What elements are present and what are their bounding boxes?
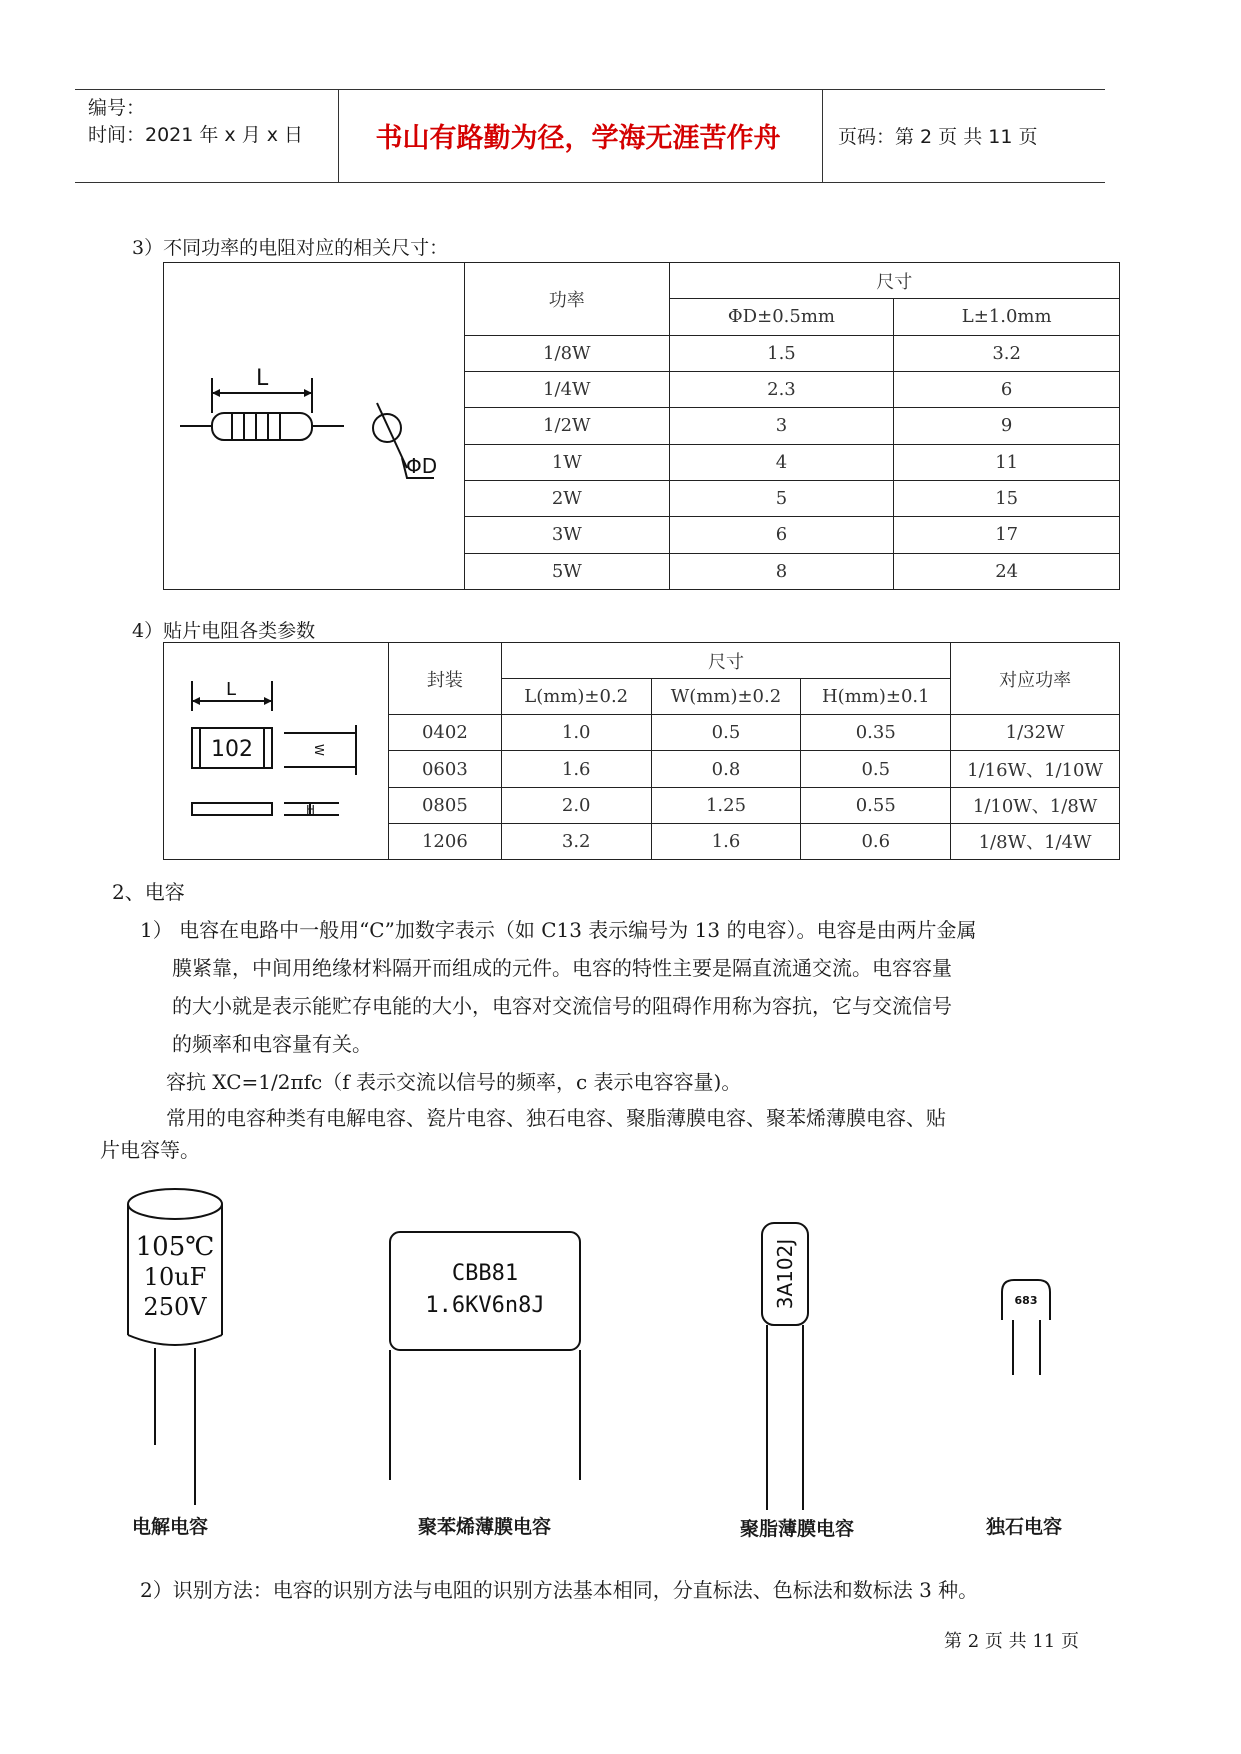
capacitor-types-line: 常用的电容种类有电解电容、瓷片电容、独石电容、聚脂薄膜电容、聚苯烯薄膜电容、贴 xyxy=(166,1106,946,1130)
header-motto: 书山有路勤为径，学海无涯苦作舟 xyxy=(375,123,781,154)
table-cell: 3.2 xyxy=(894,335,1120,371)
header-length: L(mm)±0.2 xyxy=(501,679,651,715)
header-power: 功率 xyxy=(464,263,669,336)
table-cell: 11 xyxy=(894,444,1120,480)
table-cell: 1W xyxy=(464,444,669,480)
table-cell: 9 xyxy=(894,408,1120,444)
monolithic-caption: 独石电容 xyxy=(986,1516,1063,1538)
table-cell: 3.2 xyxy=(501,823,651,859)
identification-method-paragraph: 2）识别方法：电容的识别方法与电阻的识别方法基本相同，分直标法、色标法和数标法 3 种。 xyxy=(140,1578,979,1602)
resistor-length-label: L xyxy=(256,366,269,391)
header-size: 尺寸 xyxy=(501,643,950,679)
smd-diagram-cell xyxy=(164,643,389,860)
document-time-label: 时间：2021 年 x 月 x 日 xyxy=(88,124,304,146)
table-cell: 1.6 xyxy=(501,751,651,787)
table-cell: 4 xyxy=(669,444,894,480)
table-cell: 2W xyxy=(464,480,669,516)
table-cell: 1/2W xyxy=(464,408,669,444)
smd-height-label: H xyxy=(306,803,316,817)
table-cell: 3W xyxy=(464,517,669,553)
header-diameter: ΦD±0.5mm xyxy=(669,299,894,335)
capacitor-types-line: 片电容等。 xyxy=(100,1138,200,1162)
table-cell: 0.6 xyxy=(801,823,951,859)
table-cell: 0.5 xyxy=(801,751,951,787)
table-cell: 24 xyxy=(894,553,1120,589)
smd-resistor-diagram xyxy=(164,643,387,859)
polystyrene-marking-model: CBB81 xyxy=(451,1261,519,1286)
table-cell: 5W xyxy=(464,553,669,589)
header-length: L±1.0mm xyxy=(894,299,1120,335)
resistor-diagram-cell xyxy=(164,263,465,590)
page-footer: 第 2 页 共 11 页 xyxy=(944,1631,1079,1652)
polystyrene-caption: 聚苯烯薄膜电容 xyxy=(418,1516,552,1538)
header-width: W(mm)±0.2 xyxy=(651,679,801,715)
header-size: 尺寸 xyxy=(669,263,1119,299)
table-cell: 1.25 xyxy=(651,787,801,823)
table-cell: 6 xyxy=(894,371,1120,407)
table-cell: 5 xyxy=(669,480,894,516)
table-cell: 1/10W、1/8W xyxy=(951,787,1120,823)
table-cell: 1206 xyxy=(388,823,501,859)
table-cell: 1/8W xyxy=(464,335,669,371)
capacitor-heading: 2、电容 xyxy=(112,880,185,904)
smd-code-label: 102 xyxy=(211,737,253,762)
electrolytic-caption: 电解电容 xyxy=(132,1516,209,1538)
section-4-title: 4）贴片电阻各类参数 xyxy=(132,620,316,642)
table-cell: 0.55 xyxy=(801,787,951,823)
smd-length-label: L xyxy=(226,679,237,700)
header-top-rule xyxy=(75,89,1105,90)
table-cell: 1/8W、1/4W xyxy=(951,823,1120,859)
document-number-label: 编号： xyxy=(88,97,146,119)
table-cell: 15 xyxy=(894,480,1120,516)
header-package: 封装 xyxy=(388,643,501,715)
table-cell: 0603 xyxy=(388,751,501,787)
table-cell: 1.6 xyxy=(651,823,801,859)
header-power: 对应功率 xyxy=(951,643,1120,715)
axial-resistor-diagram xyxy=(164,263,463,589)
table-cell: 2.3 xyxy=(669,371,894,407)
table-cell: 0402 xyxy=(388,715,501,751)
electrolytic-marking-capacitance: 10uF xyxy=(143,1263,207,1291)
table-cell: 1.0 xyxy=(501,715,651,751)
table-cell: 0805 xyxy=(388,787,501,823)
table-cell: 0.35 xyxy=(801,715,951,751)
table-cell: 3 xyxy=(669,408,894,444)
resistor-diameter-label: ΦD xyxy=(406,454,438,478)
polyester-marking: 3A102J xyxy=(773,1238,797,1310)
table-cell: 6 xyxy=(669,517,894,553)
table-cell: 0.8 xyxy=(651,751,801,787)
header-bottom-rule xyxy=(75,182,1105,183)
table-cell: 17 xyxy=(894,517,1120,553)
smd-resistor-table xyxy=(163,642,1120,860)
polystyrene-marking-value: 1.6KV6n8J xyxy=(425,1293,545,1318)
table-cell: 1/4W xyxy=(464,371,669,407)
header-height: H(mm)±0.1 xyxy=(801,679,951,715)
reactance-formula: 容抗 XC=1/2πfc（f 表示交流以信号的频率，c 表示电容容量)。 xyxy=(166,1070,742,1094)
capacitor-paragraph-line: 的大小就是表示能贮存电能的大小，电容对交流信号的阻碍作用称为容抗，它与交流信号 xyxy=(172,994,952,1018)
electrolytic-marking-temp: 105℃ xyxy=(135,1232,215,1262)
section-3-title: 3）不同功率的电阻对应的相关尺寸： xyxy=(132,237,449,259)
header-divider-right xyxy=(822,89,823,182)
monolithic-marking: 683 xyxy=(1014,1294,1038,1307)
table-cell: 8 xyxy=(669,553,894,589)
resistor-size-table xyxy=(163,262,1120,590)
polyester-caption: 聚脂薄膜电容 xyxy=(740,1518,855,1540)
capacitor-illustrations xyxy=(0,1180,1241,1540)
capacitor-paragraph-line: 的频率和电容量有关。 xyxy=(172,1032,372,1056)
capacitor-paragraph-line: 膜紧靠，中间用绝缘材料隔开而组成的元件。电容的特性主要是隔直流通交流。电容容量 xyxy=(172,956,952,980)
table-cell: 0.5 xyxy=(651,715,801,751)
electrolytic-marking-voltage: 250V xyxy=(143,1293,207,1321)
table-cell: 1/16W、1/10W xyxy=(951,751,1120,787)
table-cell: 1.5 xyxy=(669,335,894,371)
table-cell: 2.0 xyxy=(501,787,651,823)
smd-width-label: W xyxy=(312,744,326,756)
header-page-code: 页码：第 2 页 共 11 页 xyxy=(838,126,1038,148)
table-cell: 1/32W xyxy=(951,715,1120,751)
capacitor-paragraph-line: 1） 电容在电路中一般用“C”加数字表示（如 C13 表示编号为 13 的电容）。电容是由两片金属 xyxy=(140,918,977,942)
